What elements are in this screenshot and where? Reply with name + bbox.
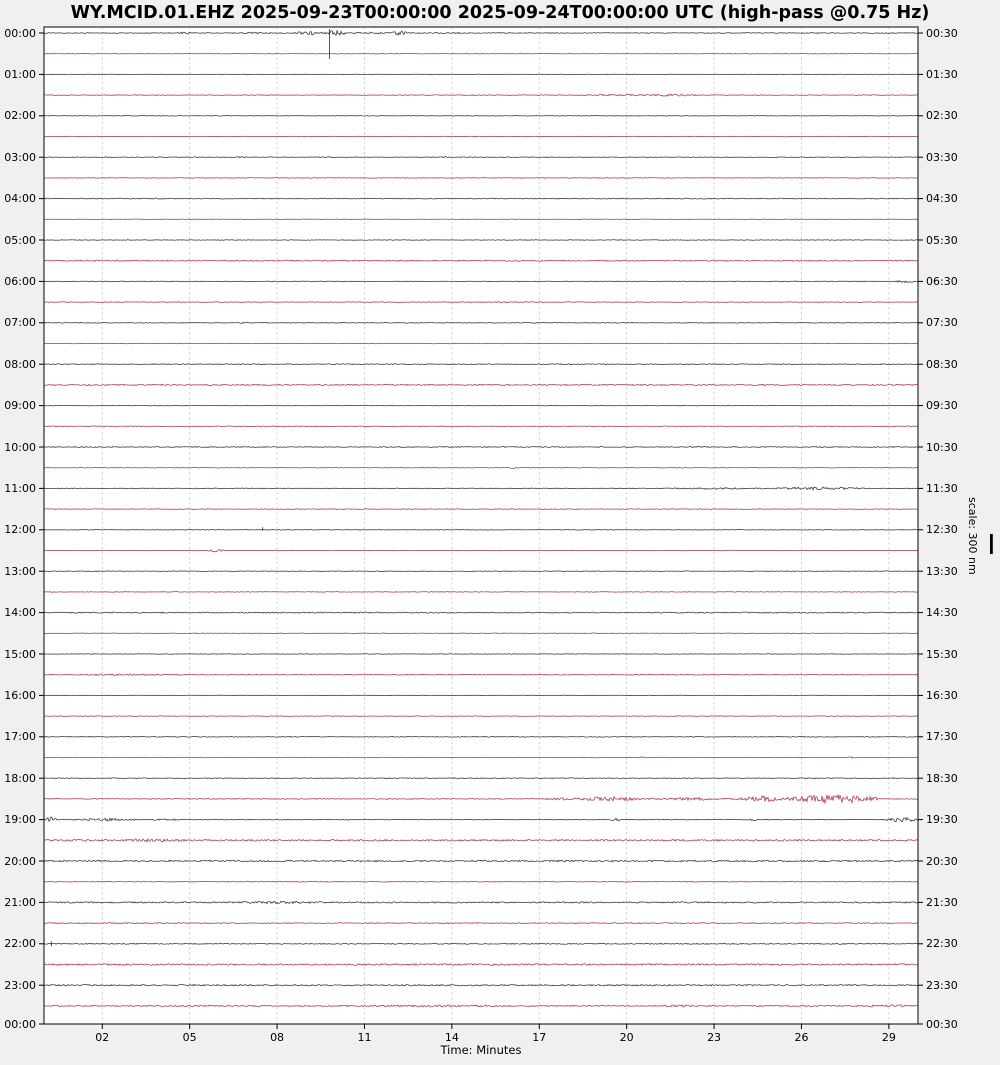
scale-bar xyxy=(990,534,993,554)
x-tick-label: 08 xyxy=(270,1031,285,1044)
left-time-label: 09:00 xyxy=(4,399,36,413)
left-time-label: 22:00 xyxy=(4,937,36,951)
seismic-trace xyxy=(44,716,918,717)
seismic-trace xyxy=(44,509,918,510)
amplitude-scale-label: scale: 300 nm xyxy=(966,497,979,575)
left-time-label: 01:00 xyxy=(4,67,36,81)
left-time-label: 15:00 xyxy=(4,647,36,661)
right-time-label: 02:30 xyxy=(926,109,958,123)
left-time-label: 11:00 xyxy=(4,481,36,495)
right-time-label: 13:30 xyxy=(926,564,958,578)
right-time-label: 04:30 xyxy=(926,192,958,206)
left-time-label: 08:00 xyxy=(4,357,36,371)
chart-title: WY.MCID.01.EHZ 2025-09-23T00:00:00 2025-09-24T00:00:00 UTC (high-pass @0.75 Hz) xyxy=(70,3,930,23)
left-time-label: 00:00 xyxy=(4,26,36,40)
right-time-label: 19:30 xyxy=(926,813,958,827)
left-time-label: 13:00 xyxy=(4,564,36,578)
right-time-label: 15:30 xyxy=(926,647,958,661)
left-time-label: 05:00 xyxy=(4,233,36,247)
right-time-label: 10:30 xyxy=(926,440,958,454)
left-time-label: 03:00 xyxy=(4,150,36,164)
left-time-label: 07:00 xyxy=(4,316,36,330)
right-time-label: 01:30 xyxy=(926,67,958,81)
right-time-label: 12:30 xyxy=(926,523,958,537)
x-tick-label: 05 xyxy=(182,1031,197,1044)
left-time-label: 18:00 xyxy=(4,771,36,785)
right-time-label: 11:30 xyxy=(926,481,958,495)
left-time-label: 21:00 xyxy=(4,895,36,909)
left-time-label: 17:00 xyxy=(4,730,36,744)
right-time-label: 07:30 xyxy=(926,316,958,330)
plot-background xyxy=(44,27,918,1024)
right-time-label: 23:30 xyxy=(926,978,958,992)
right-time-label: 18:30 xyxy=(926,771,958,785)
x-tick-label: 14 xyxy=(444,1031,459,1044)
seismic-trace xyxy=(44,695,918,696)
x-tick-label: 20 xyxy=(619,1031,634,1044)
left-time-label: 20:00 xyxy=(4,854,36,868)
x-tick-label: 11 xyxy=(357,1031,372,1044)
x-tick-label: 23 xyxy=(707,1031,722,1044)
left-time-label: 23:00 xyxy=(4,978,36,992)
left-time-label: 14:00 xyxy=(4,606,36,620)
right-time-label: 14:30 xyxy=(926,606,958,620)
right-time-label: 17:30 xyxy=(926,730,958,744)
left-time-label: 02:00 xyxy=(4,109,36,123)
right-time-label: 00:30 xyxy=(926,1017,958,1031)
right-time-label: 05:30 xyxy=(926,233,958,247)
right-time-label: 08:30 xyxy=(926,357,958,371)
x-tick-label: 26 xyxy=(794,1031,809,1044)
right-time-label: 16:30 xyxy=(926,688,958,702)
right-time-label: 06:30 xyxy=(926,274,958,288)
left-time-label: 16:00 xyxy=(4,688,36,702)
right-time-label: 03:30 xyxy=(926,150,958,164)
x-axis-title: Time: Minutes xyxy=(440,1043,522,1057)
left-time-label: 04:00 xyxy=(4,192,36,206)
right-time-label: 22:30 xyxy=(926,937,958,951)
right-time-label: 09:30 xyxy=(926,399,958,413)
right-time-label: 00:30 xyxy=(926,26,958,40)
left-time-label: 10:00 xyxy=(4,440,36,454)
seismic-trace xyxy=(44,116,918,117)
left-time-label: 00:00 xyxy=(4,1017,36,1031)
left-time-label: 06:00 xyxy=(4,274,36,288)
left-time-label: 19:00 xyxy=(4,813,36,827)
x-tick-label: 02 xyxy=(95,1031,110,1044)
x-tick-label: 29 xyxy=(881,1031,896,1044)
x-tick-label: 17 xyxy=(532,1031,547,1044)
seismic-trace xyxy=(44,654,918,655)
left-time-label: 12:00 xyxy=(4,523,36,537)
right-time-label: 21:30 xyxy=(926,895,958,909)
right-time-label: 20:30 xyxy=(926,854,958,868)
